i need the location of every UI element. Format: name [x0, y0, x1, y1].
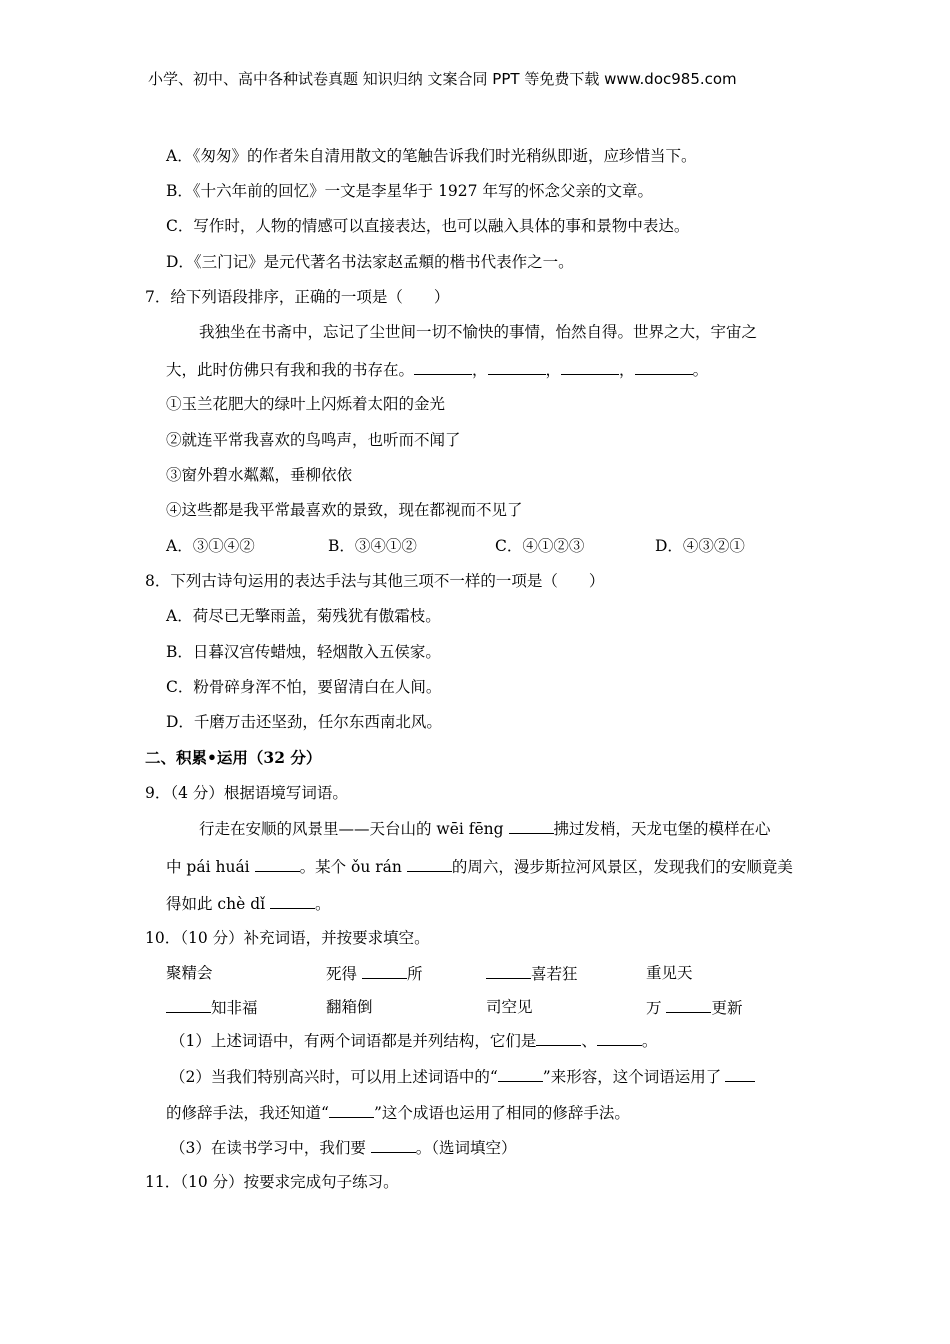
q7-blank-2[interactable]	[488, 359, 546, 375]
q6-option-b: B．《十六年前的回忆》一文是李星华于 1927 年写的怀念父亲的文章。	[166, 182, 653, 200]
q10-word-2: 死得 所	[326, 965, 423, 983]
q10-stem: 10．（10 分）补充词语，并按要求填空。	[145, 929, 430, 947]
q7-paragraph-line1: 我独坐在书斋中，忘记了尘世间一切不愉快的事情，怡然自得。世界之大，宇宙之	[199, 323, 758, 341]
q10-sub1-blank-2[interactable]	[597, 1030, 642, 1046]
q7-choice-d: D．④③②①	[655, 537, 745, 555]
q9-stem: 9．（4 分）根据语境写词语。	[145, 784, 348, 802]
q10-sub2-blank-rhetoric[interactable]	[725, 1066, 755, 1082]
q7-item-3: ③窗外碧水粼粼，垂柳依依	[166, 466, 353, 484]
q6-option-d: D．《三门记》是元代著名书法家赵孟頫的楷书代表作之一。	[166, 253, 574, 271]
q9-blank-weifeng[interactable]	[509, 818, 554, 834]
q8-option-c: C．粉骨碎身浑不怕，要留清白在人间。	[166, 678, 442, 696]
q9-line3: 得如此 chè dǐ 。	[166, 895, 331, 913]
q7-blank-1[interactable]	[414, 359, 472, 375]
q10-blank-word-2[interactable]	[362, 963, 407, 979]
q10-blank-word-3[interactable]	[486, 963, 531, 979]
q10-sub1-blank-1[interactable]	[536, 1030, 581, 1046]
q7-blank-3[interactable]	[561, 359, 619, 375]
q8-option-a: A．荷尽已无擎雨盖，菊残犹有傲霜枝。	[166, 607, 441, 625]
q9-blank-paihuai[interactable]	[255, 856, 300, 872]
q7-stem: 7．给下列语段排序，正确的一项是（ ）	[145, 288, 450, 306]
q10-blank-word-5[interactable]	[166, 997, 211, 1013]
q7-item-4: ④这些都是我平常最喜欢的景致，现在都视而不见了	[166, 501, 523, 519]
q10-word-3: 喜若狂	[486, 963, 578, 984]
q8-option-d: D．千磨万击还坚劲，任尔东西南北风。	[166, 713, 442, 731]
q7-item-1: ①玉兰花肥大的绿叶上闪烁着太阳的金光	[166, 395, 446, 413]
q7-choice-c: C．④①②③	[495, 537, 585, 555]
q7-choice-b: B．③④①②	[328, 537, 417, 555]
q10-word-6: 翻箱倒	[326, 998, 373, 1016]
q9-blank-chedi[interactable]	[270, 893, 315, 909]
q8-stem: 8．下列古诗句运用的表达手法与其他三项不一样的一项是（ ）	[145, 572, 605, 590]
q10-sub2-blank-idiom[interactable]	[329, 1102, 374, 1118]
q10-sub-3: （3）在读书学习中，我们要 。（选词填空）	[170, 1139, 517, 1157]
q6-option-c: C．写作时，人物的情感可以直接表达，也可以融入具体的事和景物中表达。	[166, 217, 690, 235]
q11-stem: 11．（10 分）按要求完成句子练习。	[145, 1173, 399, 1191]
q10-sub-1: （1）上述词语中，有两个词语都是并列结构，它们是 、 。	[170, 1032, 658, 1050]
q6-option-a: A．《匆匆》的作者朱自清用散文的笔触告诉我们时光稍纵即逝，应珍惜当下。	[166, 147, 697, 165]
q10-word-5: 知非福	[166, 997, 258, 1018]
q10-blank-word-8[interactable]	[666, 997, 711, 1013]
q10-sub-2-line1: （2）当我们特别高兴时，可以用上述词语中的“ ”来形容，这个词语运用了	[170, 1066, 755, 1087]
q7-item-2: ②就连平常我喜欢的鸟鸣声，也听而不闻了	[166, 431, 461, 449]
q10-word-4: 重见天	[646, 964, 693, 982]
q7-blank-4[interactable]	[635, 359, 693, 375]
q7-paragraph-line2: 大，此时仿佛只有我和我的书存在。 ， ， ， 。	[166, 361, 709, 379]
q9-line2: 中 pái huái 。某个 ǒu rán 的周六，漫步斯拉河风景区，发现我们的安顺竟美	[166, 858, 793, 876]
q8-option-b: B．日暮汉宫传蜡烛，轻烟散入五侯家。	[166, 643, 441, 661]
section-2-title: 二、积累•运用（32 分）	[145, 748, 322, 767]
q7-choice-a: A．③①④②	[166, 537, 255, 555]
q10-word-8: 万 更新	[646, 999, 743, 1017]
q10-sub2-blank-word[interactable]	[498, 1066, 543, 1082]
q10-sub3-blank[interactable]	[371, 1137, 416, 1153]
q10-word-7: 司空见	[486, 998, 533, 1016]
q10-word-1: 聚精会	[166, 964, 213, 982]
q9-blank-ouran[interactable]	[407, 856, 452, 872]
page-header: 小学、初中、高中各种试卷真题 知识归纳 文案合同 PPT 等免费下载 www.doc985.com	[148, 70, 737, 88]
q9-line1: 行走在安顺的风景里——天台山的 wēi fēng 拂过发梢，天龙屯堡的模样在心	[199, 820, 771, 838]
q10-sub-2-line2: 的修辞手法，我还知道“ ”这个成语也运用了相同的修辞手法。	[166, 1104, 630, 1122]
